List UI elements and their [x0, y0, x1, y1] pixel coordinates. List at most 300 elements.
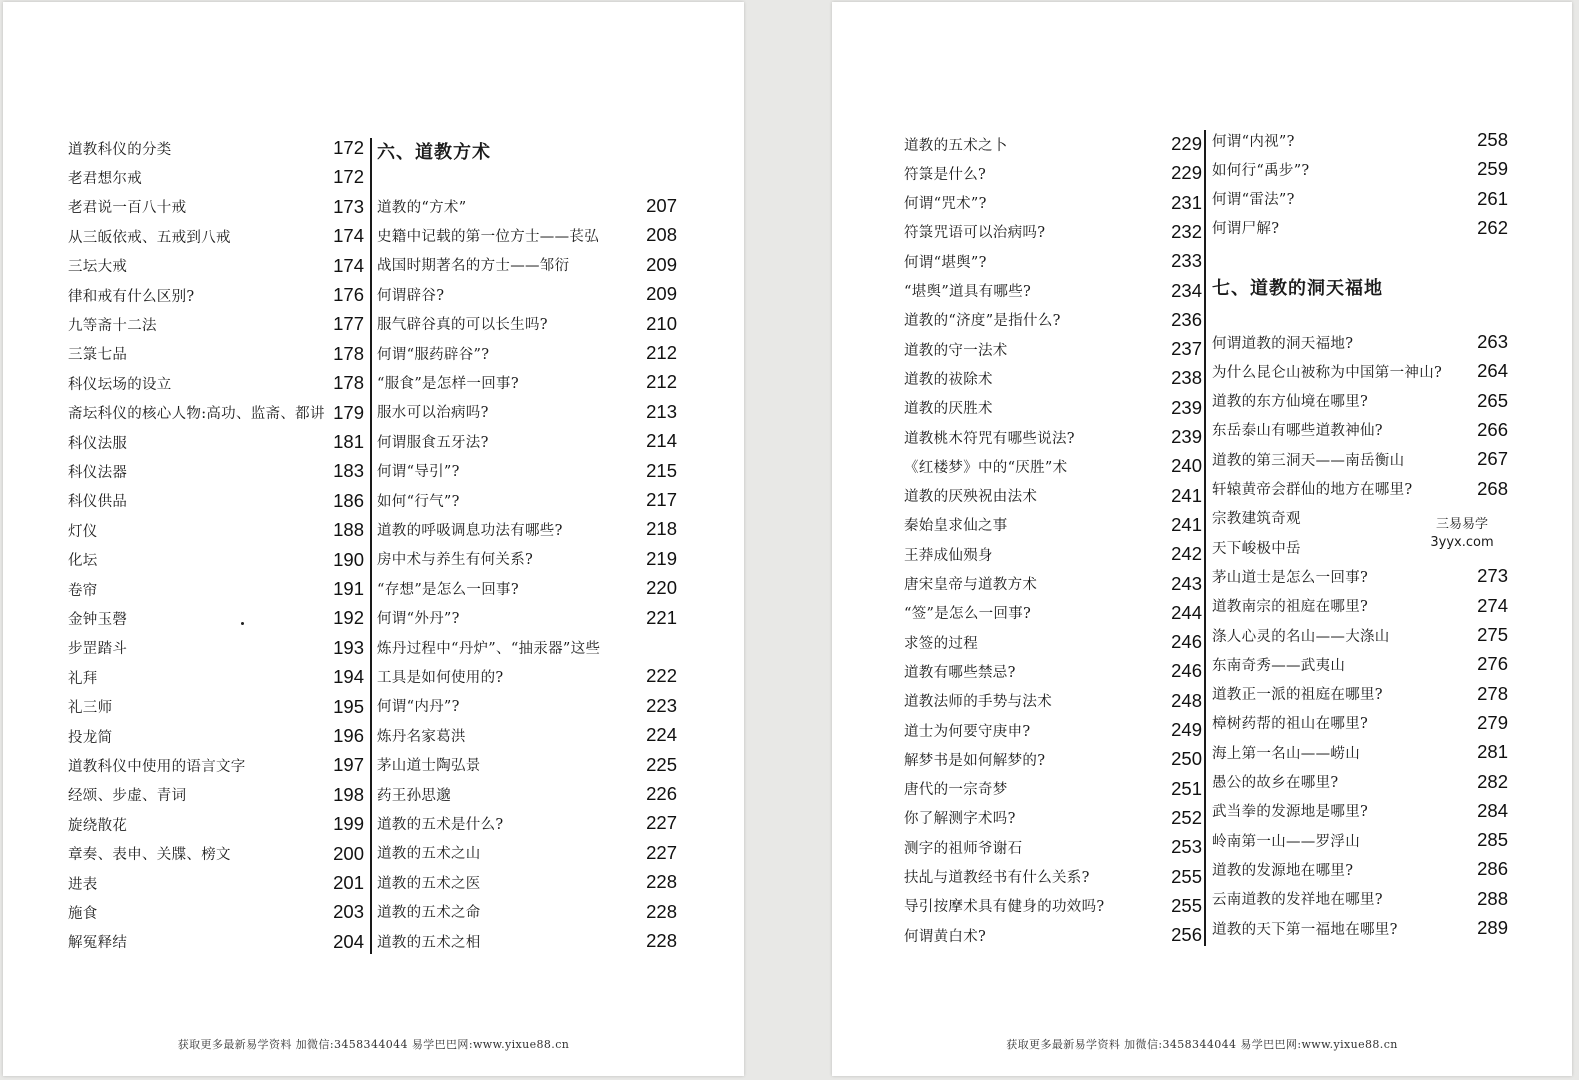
toc-entry-title: 海上第一名山——崂山 — [1212, 745, 1360, 762]
toc-entry — [904, 657, 1202, 685]
toc-entry-page-number: 193 — [333, 636, 364, 658]
toc-entry — [68, 840, 364, 868]
toc-entry — [377, 898, 677, 926]
toc-entry — [377, 280, 677, 308]
toc-entry-page-number: 200 — [333, 842, 364, 864]
toc-entry-page-number: 204 — [333, 930, 364, 952]
toc-entry-page-number: 243 — [1171, 572, 1202, 594]
toc-entry-page-number: 244 — [1171, 601, 1202, 623]
toc-entry — [904, 804, 1202, 832]
toc-entry-title: 何谓黄白术? — [904, 928, 987, 945]
toc-entry-page-number: 183 — [333, 460, 364, 482]
toc-entry-page-number: 178 — [333, 372, 364, 394]
toc-entry-page-number: 172 — [333, 137, 364, 158]
toc-entry-page-number: 239 — [1171, 426, 1202, 447]
toc-entry — [1212, 126, 1508, 154]
toc-entry — [904, 306, 1202, 334]
column-divider — [370, 138, 372, 954]
toc-entry-title: 道教的五术之山 — [377, 846, 481, 863]
toc-entry-title: 卷帘 — [68, 582, 98, 599]
toc-entry-page-number: 191 — [333, 578, 364, 599]
toc-entry-title: “存想”是怎么一回事? — [377, 581, 519, 598]
toc-entry-page-number: 281 — [1477, 741, 1508, 763]
toc-entry-page-number: 278 — [1477, 682, 1508, 704]
toc-entry — [377, 368, 677, 396]
toc-entry-page-number: 241 — [1171, 513, 1202, 535]
toc-entry — [68, 751, 364, 779]
toc-entry-page-number: 215 — [646, 459, 677, 481]
toc-entry — [1212, 416, 1508, 444]
toc-entry — [68, 516, 364, 544]
toc-entry-title: 道教的五术是什么? — [377, 816, 504, 833]
toc-entry-page-number: 194 — [333, 666, 364, 688]
toc-entry — [68, 369, 364, 397]
toc-entry-title: 药王孙思邈 — [377, 787, 451, 804]
right-page — [832, 2, 1572, 1076]
toc-entry-page-number: 203 — [333, 901, 364, 923]
toc-entry-page-number: 217 — [646, 489, 677, 510]
toc-entry-page-number: 258 — [1477, 129, 1508, 150]
toc-entry-title: 史籍中记载的第一位方士——苌弘 — [377, 228, 599, 245]
toc-entry-page-number: 228 — [646, 871, 677, 893]
toc-entry-page-number: 248 — [1171, 689, 1202, 711]
toc-entry-page-number: 209 — [646, 283, 677, 305]
toc-entry-title: 律和戒有什么区别? — [68, 288, 195, 305]
toc-entry-page-number: 212 — [646, 371, 677, 393]
toc-entry-title: 何谓“服药辟谷”? — [377, 346, 490, 363]
toc-entry-title: 道教的五术之医 — [377, 875, 481, 892]
left-page-column-2 — [377, 134, 677, 958]
toc-entry-title: 道教的守一法术 — [904, 342, 1008, 359]
toc-entry-page-number: 289 — [1477, 917, 1508, 938]
toc-entry-title: 解梦书是如何解梦的? — [904, 752, 1046, 769]
toc-entry-title: 何谓“内视”? — [1212, 133, 1295, 150]
toc-entry-title: 导引按摩术具有健身的功效吗? — [904, 899, 1105, 916]
toc-entry-page-number: 268 — [1477, 477, 1508, 499]
toc-entry-title: 宗教建筑奇观 — [1212, 511, 1301, 528]
toc-entry-title: 施食 — [68, 905, 98, 922]
toc-entry — [68, 693, 364, 721]
toc-entry-title: 步罡踏斗 — [68, 641, 128, 658]
toc-entry-title: 你了解测字术吗? — [904, 811, 1016, 828]
toc-entry-page-number: 266 — [1477, 418, 1508, 440]
toc-entry — [904, 159, 1202, 187]
toc-entry-title: 章奏、表申、关牒、榜文 — [68, 847, 231, 864]
toc-entry — [904, 277, 1202, 305]
toc-entry-page-number: 173 — [333, 195, 364, 217]
toc-entry-title: 何谓“堪舆”? — [904, 254, 987, 271]
toc-entry-title: 岭南第一山——罗浮山 — [1212, 833, 1360, 850]
toc-entry-page-number: 209 — [646, 253, 677, 275]
toc-entry-title: 为什么昆仑山被称为中国第一神山? — [1212, 364, 1443, 381]
page-footer: 获取更多最新易学资料 加微信:3458344044 易学巴巴网:www.yixue88.cn — [1006, 1038, 1398, 1051]
toc-entry-page-number: 284 — [1477, 799, 1508, 821]
toc-entry — [68, 457, 364, 485]
toc-entry-page-number: 241 — [1171, 484, 1202, 506]
toc-entry-title: 天下峻极中岳 — [1212, 540, 1301, 557]
toc-entry-title: 道教的五术之相 — [377, 934, 481, 951]
toc-entry-title: 何谓道教的洞天福地? — [1212, 335, 1354, 352]
toc-entry — [377, 662, 677, 690]
toc-entry-title: 解冤释结 — [68, 935, 128, 952]
toc-entry — [68, 663, 364, 691]
toc-entry — [1212, 826, 1508, 854]
toc-entry — [68, 252, 364, 280]
toc-entry — [68, 193, 364, 221]
toc-entry-page-number: 181 — [333, 431, 364, 452]
toc-entry-page-number: 226 — [646, 783, 677, 804]
left-page — [3, 2, 744, 1076]
toc-entry — [68, 928, 364, 956]
toc-entry — [1212, 562, 1508, 590]
toc-entry-title: 九等斋十二法 — [68, 317, 157, 334]
toc-entry — [377, 721, 677, 749]
toc-entry — [1212, 709, 1508, 737]
toc-entry-page-number: 262 — [1477, 216, 1508, 238]
toc-entry-page-number: 219 — [646, 547, 677, 569]
toc-entry-page-number: 227 — [646, 812, 677, 834]
toc-entry-title: 东岳泰山有哪些道教神仙? — [1212, 423, 1383, 440]
toc-entry-page-number: 242 — [1171, 543, 1202, 565]
toc-entry-page-number: 228 — [646, 900, 677, 922]
toc-entry-title: 道教的五术之命 — [377, 905, 481, 922]
toc-entry — [377, 310, 677, 338]
toc-entry-title: 道教南宗的祖庭在哪里? — [1212, 599, 1369, 616]
toc-entry-page-number: 186 — [333, 489, 364, 511]
toc-entry — [68, 310, 364, 338]
toc-entry-title: 道教桃木符咒有哪些说法? — [904, 430, 1075, 447]
toc-entry-page-number: 197 — [333, 754, 364, 776]
right-page-column-1 — [904, 130, 1202, 954]
toc-entry-page-number: 198 — [333, 783, 364, 805]
toc-entry-page-number: 231 — [1171, 191, 1202, 213]
toc-entry — [1212, 185, 1508, 213]
toc-entry-page-number: 233 — [1171, 250, 1202, 272]
toc-entry-page-number: 210 — [646, 312, 677, 334]
toc-entry — [377, 457, 677, 485]
toc-entry-page-number: 213 — [646, 400, 677, 422]
toc-entry — [904, 364, 1202, 392]
toc-entry-page-number: 174 — [333, 254, 364, 276]
toc-entry-title: 符箓咒语可以治病吗? — [904, 225, 1046, 242]
toc-entry — [904, 335, 1202, 363]
column-divider — [1204, 130, 1206, 946]
toc-entry — [68, 134, 364, 162]
toc-entry-page-number: 249 — [1171, 719, 1202, 740]
toc-entry-title: 王莽成仙殒身 — [904, 547, 993, 564]
toc-entry-page-number: 199 — [333, 813, 364, 835]
toc-entry-page-number: 212 — [646, 342, 677, 363]
toc-entry — [377, 192, 677, 220]
toc-entry — [904, 482, 1202, 510]
toc-entry-page-number: 286 — [1477, 858, 1508, 880]
toc-entry-title: “签”是怎么一回事? — [904, 606, 1032, 623]
toc-entry-page-number: 255 — [1171, 865, 1202, 887]
toc-entry — [68, 487, 364, 515]
toc-entry — [68, 281, 364, 309]
toc-entry — [1212, 855, 1508, 883]
toc-entry-page-number: 188 — [333, 519, 364, 541]
toc-entry-page-number: 256 — [1171, 924, 1202, 946]
toc-entry-page-number: 253 — [1171, 836, 1202, 858]
toc-entry-page-number: 240 — [1171, 455, 1202, 477]
toc-entry-page-number: 179 — [333, 401, 364, 423]
toc-entry-page-number: 261 — [1477, 187, 1508, 209]
toc-entry — [377, 692, 677, 720]
toc-entry — [377, 868, 677, 896]
toc-entry-title: 愚公的故乡在哪里? — [1212, 775, 1339, 791]
toc-entry — [377, 839, 677, 867]
toc-entry-page-number: 246 — [1171, 660, 1202, 682]
toc-entry-title: 道教的天下第一福地在哪里? — [1212, 921, 1398, 938]
toc-entry — [1212, 797, 1508, 825]
toc-entry — [904, 570, 1202, 598]
toc-entry — [904, 775, 1202, 803]
toc-entry — [1212, 475, 1508, 503]
toc-entry — [377, 251, 677, 279]
toc-entry — [904, 540, 1202, 568]
toc-entry — [68, 604, 364, 632]
toc-entry — [68, 810, 364, 838]
toc-entry-title: 道教的发源地在哪里? — [1212, 862, 1354, 879]
toc-entry — [68, 546, 364, 574]
toc-entry-title: 道教的五术之卜 — [904, 137, 1008, 154]
toc-entry — [904, 833, 1202, 861]
toc-entry — [904, 130, 1202, 158]
toc-entry-title: 何谓“雷法”? — [1212, 192, 1295, 209]
toc-entry-title: 武当拳的发源地是哪里? — [1212, 804, 1369, 821]
toc-entry-title: 从三皈依戒、五戒到八戒 — [68, 229, 231, 246]
toc-entry-page-number: 237 — [1171, 338, 1202, 360]
toc-entry-page-number: 195 — [333, 695, 364, 717]
toc-entry — [68, 634, 364, 662]
toc-entry-title: 何谓“导引”? — [377, 464, 460, 481]
left-page-column-1 — [68, 134, 364, 958]
section-heading-7: 七、道教的洞天福地 — [1212, 278, 1383, 299]
toc-entry-title: 道教科仪的分类 — [68, 141, 172, 158]
toc-entry — [377, 633, 677, 661]
toc-entry-page-number: 276 — [1477, 653, 1508, 675]
toc-entry — [1212, 357, 1508, 385]
toc-entry — [377, 545, 677, 573]
toc-entry-page-number: 190 — [333, 548, 364, 570]
toc-entry-page-number: 220 — [646, 577, 677, 599]
toc-entry — [1212, 155, 1508, 183]
toc-entry-title: 道士为何要守庚申? — [904, 723, 1031, 740]
toc-entry-page-number: 177 — [333, 313, 364, 335]
scan-speck — [241, 622, 244, 625]
toc-entry — [377, 604, 677, 632]
toc-entry-title: 投龙简 — [68, 729, 113, 746]
toc-entry — [904, 892, 1202, 920]
toc-entry-title: 樟树药帮的祖山在哪里? — [1212, 716, 1369, 733]
toc-entry — [377, 809, 677, 837]
toc-entry-page-number: 267 — [1477, 448, 1508, 470]
section-heading-6: 六、道教方术 — [377, 142, 491, 163]
toc-entry-title: 道教有哪些禁忌? — [904, 664, 1016, 681]
toc-entry-title: 何谓尸解? — [1212, 221, 1280, 238]
toc-entry — [904, 716, 1202, 744]
toc-entry-page-number: 229 — [1171, 133, 1202, 154]
toc-entry-title: 道教法师的手势与法术 — [904, 694, 1052, 711]
toc-entry-page-number: 285 — [1477, 829, 1508, 851]
toc-entry-title: 科仪法器 — [68, 464, 128, 481]
right-page-column-2-top — [1212, 126, 1508, 246]
toc-entry-page-number: 174 — [333, 225, 364, 247]
toc-entry — [68, 222, 364, 250]
right-page-column-2 — [1212, 328, 1508, 948]
toc-entry — [377, 427, 677, 455]
toc-entry — [904, 247, 1202, 275]
toc-entry — [68, 340, 364, 368]
toc-entry-title: 茅山道士是怎么一回事? — [1212, 569, 1369, 586]
toc-entry-title: 炼丹过程中“丹炉”、“抽汞器”这些 — [377, 640, 601, 657]
toc-entry — [1212, 592, 1508, 620]
toc-entry-page-number: 223 — [646, 694, 677, 716]
toc-entry — [68, 163, 364, 191]
toc-entry — [1212, 650, 1508, 678]
toc-entry-title: 房中术与养生有何关系? — [377, 552, 534, 569]
toc-entry-title: 符箓是什么? — [904, 166, 987, 183]
toc-entry — [904, 218, 1202, 246]
toc-entry — [1212, 738, 1508, 766]
toc-entry-title: 旋绕散花 — [68, 817, 128, 834]
toc-entry — [377, 398, 677, 426]
toc-entry-title: 道教的厌胜术 — [904, 401, 993, 418]
toc-entry-title: 道教正一派的祖庭在哪里? — [1212, 687, 1383, 704]
toc-entry-title: 科仪供品 — [68, 494, 128, 511]
toc-entry-page-number: 264 — [1477, 360, 1508, 382]
toc-entry — [904, 628, 1202, 656]
toc-entry-title: 三坛大戒 — [68, 259, 128, 276]
toc-entry — [68, 575, 364, 603]
toc-entry-title: 斋坛科仪的核心人物:高功、监斋、都讲 — [68, 406, 325, 423]
toc-entry-page-number: 288 — [1477, 887, 1508, 909]
toc-entry — [68, 898, 364, 926]
toc-entry-page-number: 236 — [1171, 308, 1202, 330]
toc-entry-title: 云南道教的发祥地在哪里? — [1212, 892, 1383, 909]
toc-entry-title: 茅山道士陶弘景 — [377, 758, 481, 775]
toc-entry — [904, 687, 1202, 715]
toc-entry — [377, 927, 677, 955]
toc-entry-page-number: 214 — [646, 430, 677, 452]
toc-entry — [904, 863, 1202, 891]
toc-entry-title: 服气辟谷真的可以长生吗? — [377, 317, 548, 334]
toc-entry-page-number: 221 — [646, 606, 677, 628]
toc-entry-title: 唐代的一宗奇梦 — [904, 782, 1008, 799]
toc-entry — [68, 869, 364, 897]
toc-entry-title: 何谓“外丹”? — [377, 611, 460, 628]
toc-entry-page-number: 228 — [646, 930, 677, 951]
toc-entry — [377, 515, 677, 543]
toc-entry — [904, 599, 1202, 627]
toc-entry — [1212, 621, 1508, 649]
toc-entry-page-number: 238 — [1171, 367, 1202, 389]
watermark-line-2: 3yyx.com — [1430, 535, 1494, 550]
toc-entry-page-number: 239 — [1171, 396, 1202, 418]
toc-entry-title: 老君想尔戒 — [68, 170, 142, 187]
toc-entry-title: 礼三师 — [68, 700, 113, 717]
toc-entry-page-number: 227 — [646, 841, 677, 863]
toc-entry — [1212, 914, 1508, 942]
toc-entry — [377, 751, 677, 779]
toc-entry-title: 何谓服食五牙法? — [377, 434, 489, 451]
toc-entry-title: 轩辕黄帝会群仙的地方在哪里? — [1212, 482, 1413, 498]
toc-entry — [904, 921, 1202, 949]
toc-entry — [904, 745, 1202, 773]
toc-entry-page-number: 263 — [1477, 331, 1508, 352]
toc-entry-title: 老君说一百八十戒 — [68, 200, 187, 217]
toc-entry-title: 如何“行气”? — [377, 493, 460, 510]
toc-entry-page-number: 176 — [333, 284, 364, 305]
toc-entry-page-number: 207 — [646, 195, 677, 216]
watermark-badge — [1404, 508, 1520, 560]
toc-entry-title: 礼拜 — [68, 670, 98, 687]
toc-entry-page-number: 273 — [1477, 565, 1508, 587]
watermark-line-1: 三易易学 — [1435, 517, 1488, 532]
toc-entry-page-number: 192 — [333, 607, 364, 629]
toc-entry-title: 三箓七品 — [68, 347, 128, 364]
toc-entry-title: 灯仪 — [68, 523, 98, 540]
toc-entry-page-number: 255 — [1171, 894, 1202, 916]
toc-entry — [1212, 768, 1508, 796]
toc-entry — [1212, 328, 1508, 356]
toc-entry — [68, 399, 364, 427]
toc-entry-page-number: 251 — [1171, 777, 1202, 799]
toc-entry-title: 战国时期著名的方士——邹衍 — [377, 258, 570, 275]
toc-entry-page-number: 225 — [646, 753, 677, 775]
toc-entry — [1212, 387, 1508, 415]
toc-entry-title: 进表 — [68, 876, 98, 893]
toc-entry-page-number: 229 — [1171, 162, 1202, 184]
toc-entry-page-number: 172 — [333, 166, 364, 188]
toc-entry-page-number: 279 — [1477, 711, 1508, 733]
toc-entry-title: 求签的过程 — [904, 635, 978, 652]
toc-entry-title: 如何行“禹步”? — [1212, 162, 1310, 179]
toc-entry — [904, 394, 1202, 422]
toc-entry-page-number: 234 — [1171, 279, 1202, 301]
toc-entry — [904, 189, 1202, 217]
toc-entry-page-number: 201 — [333, 872, 364, 893]
toc-entry-page-number: 274 — [1477, 594, 1508, 616]
toc-entry — [904, 423, 1202, 451]
toc-entry-title: “服食”是怎样一回事? — [377, 375, 519, 392]
toc-entry-title: 工具是如何使用的? — [377, 669, 504, 686]
toc-entry-page-number: 259 — [1477, 158, 1508, 180]
toc-entry-page-number: 282 — [1477, 770, 1508, 792]
toc-entry-page-number: 208 — [646, 224, 677, 246]
toc-entry-page-number: 178 — [333, 342, 364, 364]
toc-entry — [1212, 445, 1508, 473]
toc-entry-page-number: 222 — [646, 665, 677, 687]
toc-entry-page-number: 196 — [333, 725, 364, 746]
toc-entry — [377, 486, 677, 514]
toc-entry — [377, 574, 677, 602]
toc-entry — [904, 511, 1202, 539]
toc-entry-title: 东南奇秀——武夷山 — [1212, 657, 1346, 674]
toc-entry-title: 何谓辟谷? — [377, 287, 445, 304]
toc-entry-page-number: 265 — [1477, 389, 1508, 411]
toc-entry-page-number: 250 — [1171, 748, 1202, 770]
toc-entry — [68, 722, 364, 750]
toc-entry-title: 科仪坛场的设立 — [68, 376, 172, 393]
toc-entry-page-number: 224 — [646, 724, 677, 746]
toc-entry-title: 道教的“济度”是指什么? — [904, 313, 1061, 330]
toc-entry-page-number: 218 — [646, 518, 677, 540]
toc-entry-title: 测字的祖师爷谢石 — [904, 840, 1023, 857]
toc-entry-title: 何谓“咒术”? — [904, 196, 987, 213]
toc-entry-title: 炼丹名家葛洪 — [377, 728, 466, 745]
